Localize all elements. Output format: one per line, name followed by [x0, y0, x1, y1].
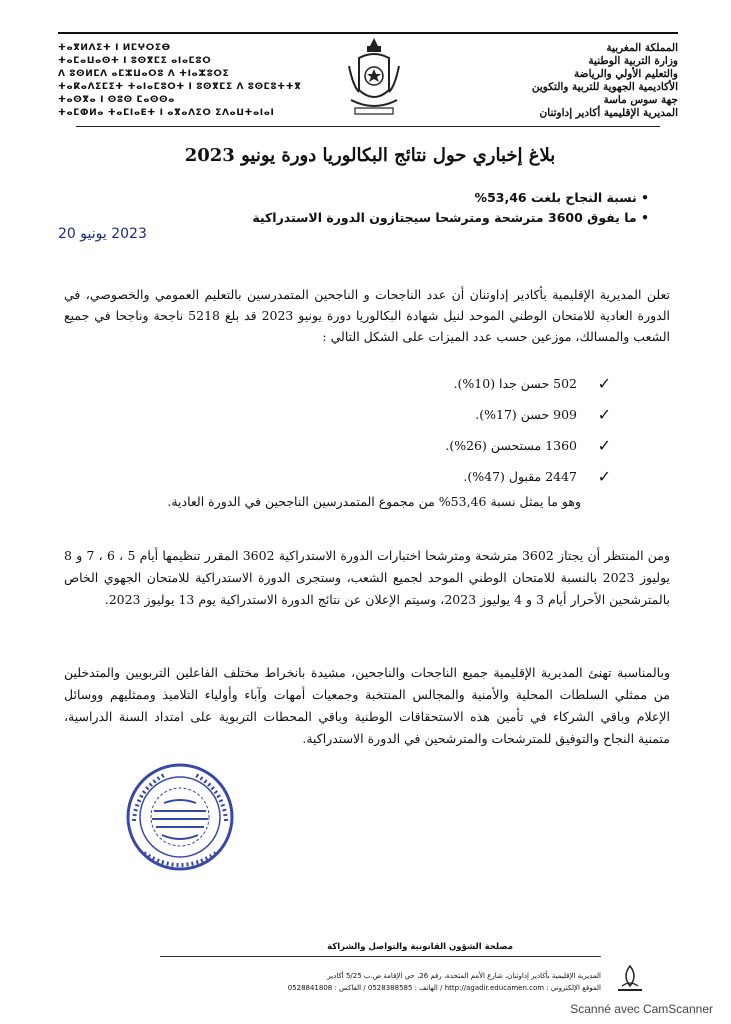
mention-text: 502 حسن جدا (10%). [453, 376, 577, 391]
highlight-item: • ما يفوق 3600 مترشحة ومترشحا سيجتازون الدورة الاستدراكية [129, 208, 649, 228]
letterhead-tifinagh [58, 42, 308, 120]
letterhead-arabic-line: المديرية الإقليمية أكادير إداوتنان [539, 107, 678, 119]
mention-text: 909 حسن (17%). [475, 407, 577, 422]
letterhead-tifinagh-line: ⵜⴰⵎⵀⵍⴰ ⵜⴰⵎⵏⴰⴹⵜ ⵏ ⴰⴳⴰⴷⵉⵔ ⵉⴷⴰⵡⵜⴰⵏⴰⵏ [58, 108, 275, 118]
checkmark-icon: ✓ [597, 467, 611, 486]
letterhead-arabic-line: جهة سوس ماسة [603, 94, 678, 106]
document-footer [0, 900, 731, 1000]
mention-item [311, 368, 611, 399]
letterhead-arabic-line: والتعليم الأولي والرياضة [574, 68, 678, 80]
letterhead-arabic-line: الأكاديمية الجهوية للتربية والتكوين [531, 81, 678, 93]
letterhead-bottom-rule [76, 126, 660, 127]
footer-address-block [151, 970, 601, 994]
letterhead-tifinagh-line: ⴷ ⵓⵙⵍⵎⴷ ⴰⵎⵣⵡⴰⵔⵓ ⴷ ⵜⵏⴰⵣⵓⵔⵉ [58, 69, 230, 79]
mention-item [311, 399, 611, 430]
letterhead-top-rule [58, 32, 678, 34]
checkmark-icon: ✓ [597, 436, 611, 455]
handwritten-date: 2023 يونيو 20 [58, 226, 147, 242]
success-rate-sentence: وهو ما يمثل نسبة 53,46% من مجموع المتمدرسين الناجحين في الدورة العادية. [167, 494, 581, 509]
moroccan-coat-of-arms-icon [345, 36, 403, 122]
checkmark-icon: ✓ [597, 374, 611, 393]
footer-address: المديرية الإقليمية بأكادير إداوتنان، شارع الأمم المتحدة، رقم 26، حي الإقامة ص.ب 5/25 أكادير [327, 972, 601, 980]
paragraph-congratulations: وبالمناسبة تهنئ المديرية الإقليمية جميع الناجحات والناجحين، مشيدة بانخراط مختلف الفاعلين التربويين والمتدخلين من ممثلي السلطات المحلية والأمنية والمجالس المنتخبة وجمعيات أمهات وآباء وأولياء التلاميذ وممثليهم ووسائل الإعلام وباقي الشركاء في تأمين هذه الاستحقاقات الوطنية وباقي المحطات التربوية على امتداد السنة الدراسية، متمنية النجاح والتوفيق للمترشحات والمترشحين في الدورة الاستدراكية. [64, 665, 670, 746]
mention-item [311, 461, 611, 492]
mention-text: 2447 مقبول (47%). [463, 469, 577, 484]
letterhead-arabic [428, 42, 678, 120]
letterhead-tifinagh-line: ⵜⴰⴽⴰⴷⵉⵎⵉⵜ ⵜⴰⵏⴰⵎⵓⵔⵜ ⵏ ⵓⵙⴳⵎⵉ ⴷ ⵓⵙⵎⵓⵜⵜⴳ [58, 82, 302, 92]
highlights-list [129, 188, 649, 228]
letterhead [58, 18, 678, 130]
paragraph-catch-up-session: ومن المنتظر أن يجتاز 3602 مترشحة ومترشحا اختبارات الدورة الاستدراكية 3602 المقرر تنظيمها أيام 5 ، 6 ، 7 و 8 يوليوز 2023 بالنسبة للامتحان الوطني الموحد لجميع الشعب، وستجرى الدورة الاستدراكية للامتحان الجهوي الخاص بالمترشحين الأحرار أيام 3 و 4 يوليوز 2023، وسيتم الإعلان عن نتائج الدورة الاستدراكية يوم 13 يوليوز 2023. [64, 548, 671, 607]
letterhead-arabic-line: وزارة التربية الوطنية [588, 55, 678, 67]
letterhead-tifinagh-line: ⵜⴰⴳⵍⴷⵉⵜ ⵏ ⵍⵎⵖⵔⵉⴱ [58, 43, 171, 53]
press-release-title: بلاغ إخباري حول نتائج البكالوريا دورة يونيو 2023 [184, 145, 556, 166]
directorate-logo-icon [612, 962, 648, 996]
checkmark-icon: ✓ [597, 405, 611, 424]
footer-contact: الموقع الإلكتروني : http://agadir.educamen.com / الهاتف : 0528388585 / الفاكس : 0528841808 [287, 984, 601, 992]
highlight-item: • نسبة النجاح بلغت 53,46% [129, 188, 649, 208]
mentions-list [311, 368, 611, 492]
scanner-watermark: Scanné avec CamScanner [570, 1002, 713, 1016]
official-stamp [124, 761, 236, 873]
mention-item [311, 430, 611, 461]
paragraph-results-intro: تعلن المديرية الإقليمية بأكادير إداوتنان أن عدد الناجحات و الناجحين المتمدرسين بالتعليم العمومي والخصوصي، في الدورة العادية للامتحان الوطني الموحد لنيل شهادة البكالوريا دورة يونيو 2023 قد بلغ 5218 ناجحة وناجحا في جميع الشعب والمسالك، موزعين حسب عدد الميزات على الشكل التالي : [64, 287, 670, 344]
mention-text: 1360 مستحسن (26%). [445, 438, 577, 453]
footer-service-name: مصلحة الشؤون القانونية والتواصل والشراكة [327, 942, 513, 952]
letterhead-tifinagh-line: ⵜⴰⵙⴳⴰ ⵏ ⵙⵓⵙ ⵎⴰⵙⵙⴰ [58, 95, 175, 105]
footer-rule [160, 956, 601, 957]
letterhead-tifinagh-line: ⵜⴰⵎⴰⵡⴰⵙⵜ ⵏ ⵓⵙⴳⵎⵉ ⴰⵏⴰⵎⵓⵔ [58, 56, 212, 66]
letterhead-arabic-line: المملكة المغربية [606, 42, 678, 54]
